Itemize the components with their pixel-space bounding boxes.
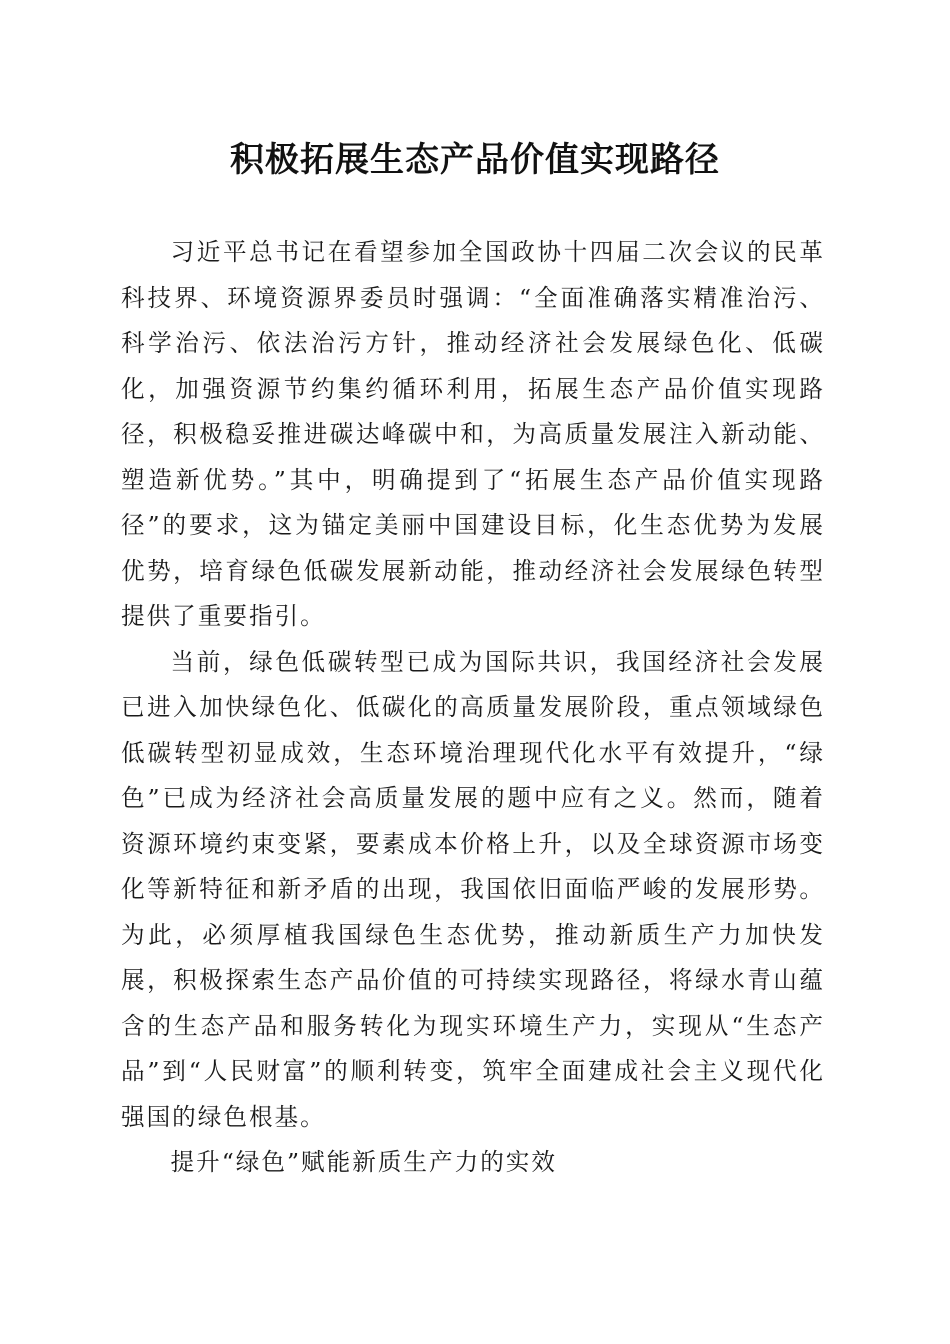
document-body <box>121 230 825 1186</box>
paragraph-1: 习近平总书记在看望参加全国政协十四届二次会议的民革科技界、环境资源界委员时强调：“全面准确落实精准治污、科学治污、依法治污方针，推动经济社会发展绿色化、低碳化，加强资源节约集约循环利用，拓展生态产品价值实现路径，积极稳妥推进碳达峰碳中和，为高质量发展注入新动能、塑造新优势。”其中，明确提到了“拓展生态产品价值实现路径”的要求，这为锚定美丽中国建设目标，化生态优势为发展优势，培育绿色低碳发展新动能，推动经济社会发展绿色转型提供了重要指引。 <box>121 238 825 630</box>
section-heading: 提升“绿色”赋能新质生产力的实效 <box>170 1148 557 1176</box>
paragraph-2: 当前，绿色低碳转型已成为国际共识，我国经济社会发展已进入加快绿色化、低碳化的高质量发展阶段，重点领域绿色低碳转型初显成效，生态环境治理现代化水平有效提升，“绿色”已成为经济社会高质量发展的题中应有之义。然而，随着资源环境约束变紧，要素成本价格上升，以及全球资源市场变化等新特征和新矛盾的出现，我国依旧面临严峻的发展形势。为此，必须厚植我国绿色生态优势，推动新质生产力加快发展，积极探索生态产品价值的可持续实现路径，将绿水青山蕴含的生态产品和服务转化为现实环境生产力，实现从“生态产品”到“人民财富”的顺利转变，筑牢全面建成社会主义现代化强国的绿色根基。 <box>121 647 825 1131</box>
document-title: 积极拓展生态产品价值实现路径 <box>230 140 720 180</box>
